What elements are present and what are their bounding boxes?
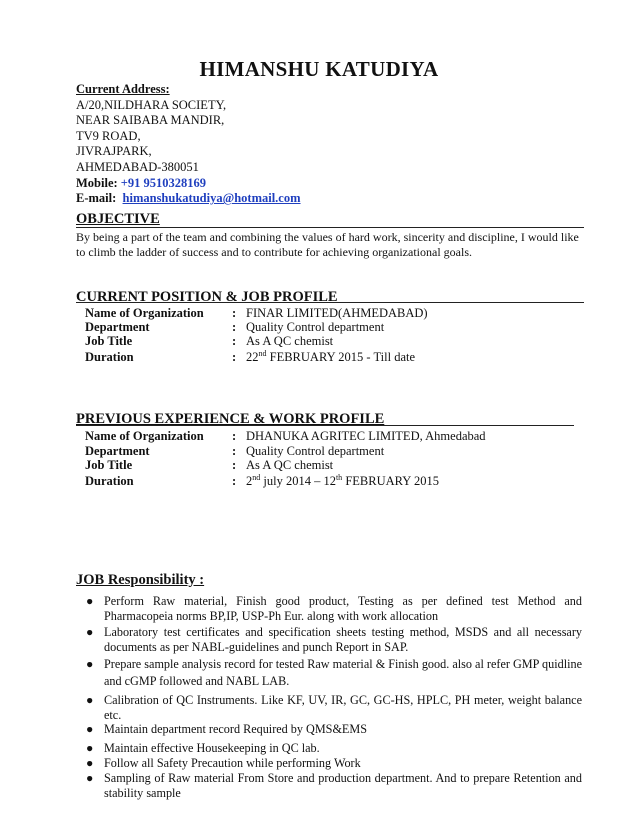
contact-block (76, 82, 301, 207)
row-key: Job Title (85, 458, 133, 472)
address-line: NEAR SAIBABA MANDIR, (76, 113, 225, 128)
bullet-icon: ● (86, 741, 94, 755)
bullet-icon: ● (86, 756, 94, 770)
row-value: 2nd july 2014 – 12th FEBRUARY 2015 (246, 472, 439, 488)
email-line (76, 191, 301, 207)
previous-row-job-title (85, 458, 585, 474)
row-colon: : (232, 444, 237, 458)
row-value: DHANUKA AGRITEC LIMITED, Ahmedabad (246, 429, 486, 443)
list-item-text: Calibration of QC Instruments. Like KF, UV, IR, GC, GC-HS, HPLC, PH meter, weight balance etc. (104, 693, 582, 722)
mobile-line (76, 176, 301, 192)
previous-experience-heading: PREVIOUS EXPERIENCE & WORK PROFILE (76, 411, 385, 427)
list-item-text: Sampling of Raw material From Store and production department. And to prepare Retention and stability sample (104, 771, 582, 800)
row-key: Job Title (85, 334, 133, 348)
mobile-number[interactable]: +91 9510328169 (120, 175, 207, 190)
email-label: E-mail: (76, 191, 117, 206)
row-key: Duration (85, 350, 134, 364)
address-line: TV9 ROAD, (76, 128, 141, 143)
row-colon: : (232, 334, 237, 348)
current-row-duration (85, 350, 585, 366)
bullet-icon: ● (86, 771, 94, 785)
row-colon: : (232, 350, 237, 364)
bullet-icon: ● (86, 693, 94, 707)
bullet-icon: ● (86, 722, 94, 736)
address-line: AHMEDABAD-380051 (76, 159, 199, 174)
row-value: Quality Control department (246, 320, 385, 334)
bullet-icon: ● (86, 625, 94, 639)
row-key: Department (85, 320, 150, 334)
mobile-label: Mobile: (76, 175, 118, 190)
row-key: Duration (85, 474, 134, 488)
row-key: Name of Organization (85, 306, 204, 320)
current-row-job-title (85, 334, 585, 350)
row-value: 22nd FEBRUARY 2015 - Till date (246, 348, 416, 364)
objective-heading: OBJECTIVE (76, 211, 160, 227)
objective-rule (76, 227, 584, 228)
previous-experience-rule (76, 425, 574, 426)
row-colon: : (232, 306, 237, 320)
bullet-icon: ● (86, 594, 94, 608)
list-item-text: Follow all Safety Precaution while performing Work (104, 756, 361, 770)
row-value: Quality Control department (246, 444, 385, 458)
address-line: A/20,NILDHARA SOCIETY, (76, 97, 227, 112)
row-colon: : (232, 458, 237, 472)
row-colon: : (232, 474, 237, 488)
previous-row-duration (85, 474, 585, 490)
list-item-text: Maintain department record Required by QMS&EMS (104, 722, 367, 736)
list-item-text: Prepare sample analysis record for tested Raw material & Finish good. also al refer GMP quidline and cGMP followed and NABL LAB. (104, 657, 582, 688)
list-item-text: Perform Raw material, Finish good product, Testing as per defined test Method and Pharmacopeia norms BP,IP, USP-Ph Eur. along with work allocation (104, 594, 582, 623)
row-value: As A QC chemist (246, 458, 334, 472)
row-key: Name of Organization (85, 429, 204, 443)
job-responsibility-heading: JOB Responsibility : (76, 572, 205, 588)
list-item-text: Maintain effective Housekeeping in QC lab. (104, 741, 320, 755)
candidate-name: HIMANSHU KATUDIYA (199, 57, 439, 81)
address-label: Current Address: (76, 82, 170, 96)
email-link[interactable]: himanshukatudiya@hotmail.com (122, 191, 301, 206)
row-value: As A QC chemist (246, 334, 334, 348)
current-position-rule (76, 302, 584, 303)
row-value: FINAR LIMITED(AHMEDABAD) (246, 306, 428, 320)
bullet-icon: ● (86, 657, 94, 671)
current-position-heading: CURRENT POSITION & JOB PROFILE (76, 289, 338, 305)
objective-text: By being a part of the team and combining the values of hard work, sincerity and discipline, I would like to climb the ladder of success and to contribute for achieving organizational goals. (76, 230, 579, 259)
address-line: JIVRAJPARK, (76, 144, 152, 159)
list-item-text: Laboratory test certificates and specification sheets testing method, MSDS and all necessary documents as per NABL-guidelines and punch Report in SAP. (104, 625, 582, 654)
row-key: Department (85, 444, 150, 458)
row-colon: : (232, 429, 237, 443)
row-colon: : (232, 320, 237, 334)
previous-row-organization (85, 429, 585, 445)
